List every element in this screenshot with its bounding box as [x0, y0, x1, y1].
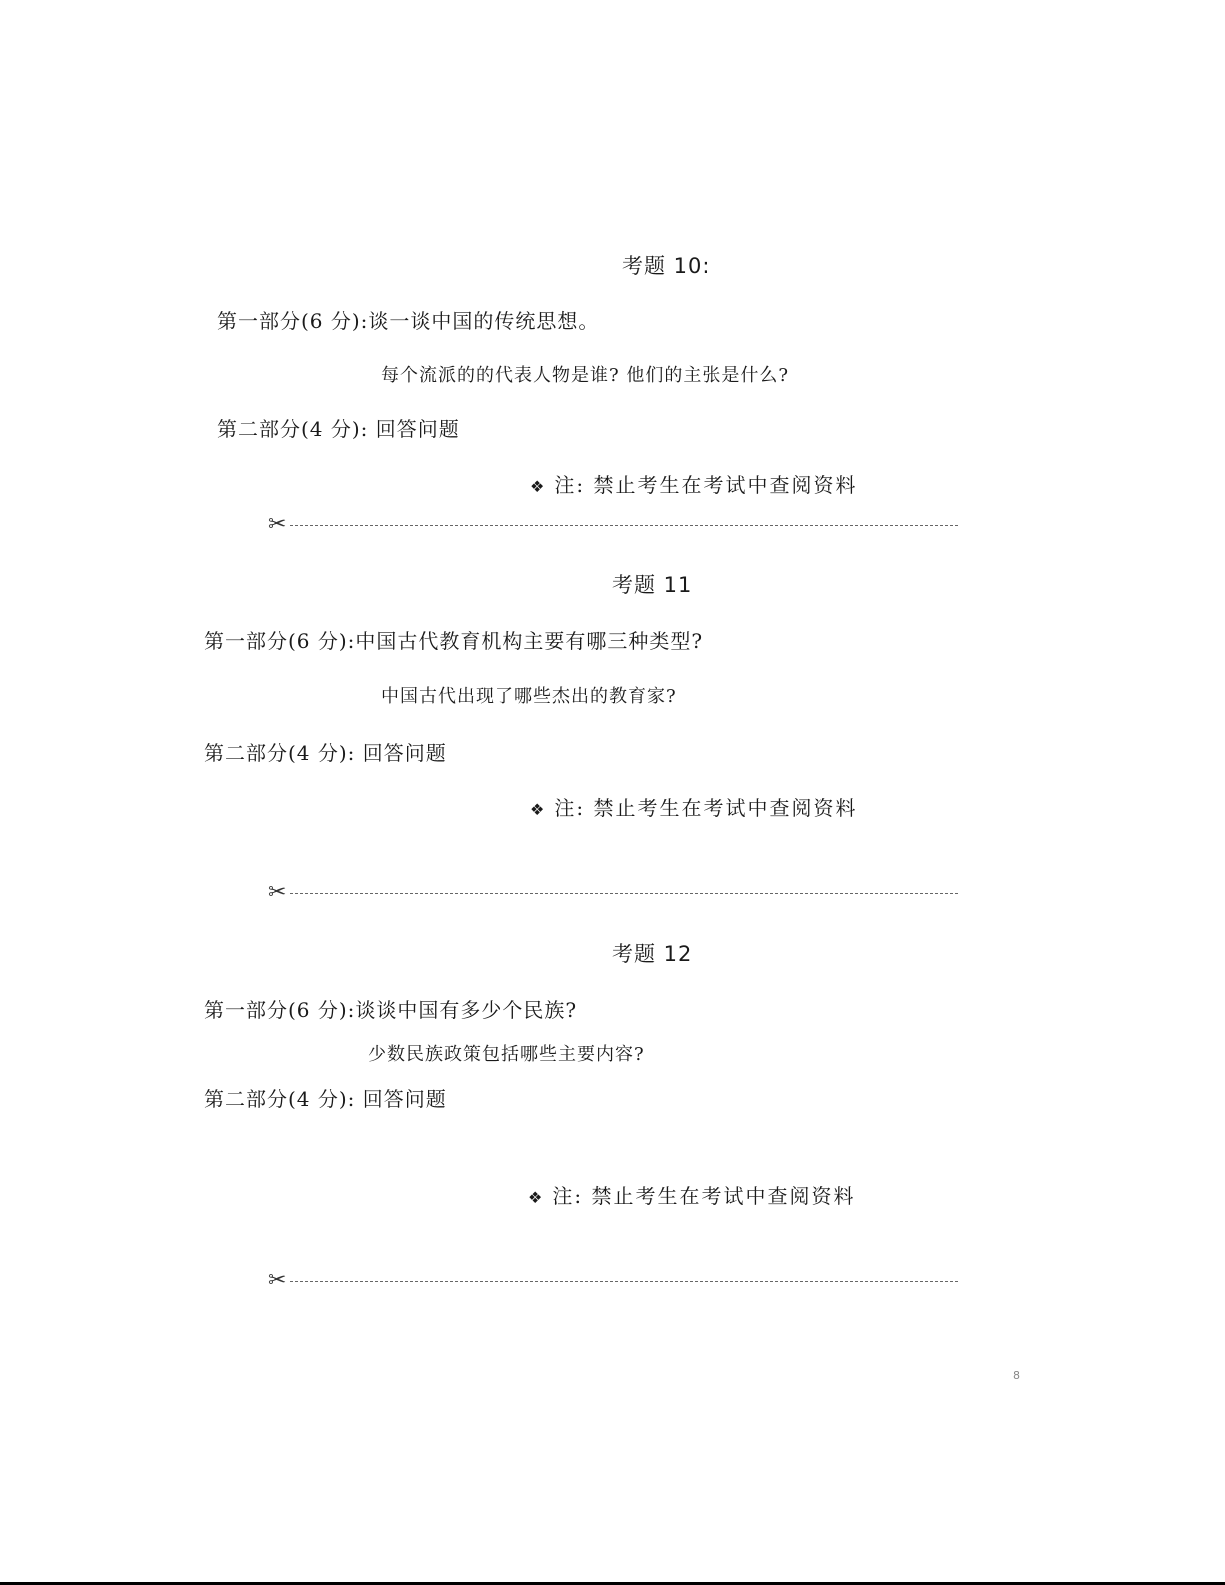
- question-11-title: 考题 11: [612, 573, 693, 597]
- question-11-part1-sub: 中国古代出现了哪些杰出的教育家?: [381, 686, 677, 707]
- note-text: 注: 禁止考生在考试中查阅资料: [552, 1184, 856, 1208]
- question-10-part1-sub: 每个流派的的代表人物是谁? 他们的主张是什么?: [381, 365, 790, 386]
- question-12-note: [528, 1180, 855, 1209]
- dashed-line: [290, 1281, 958, 1282]
- question-12-part1: 第一部分(6 分):谈谈中国有多少个民族?: [204, 998, 578, 1022]
- scissors-icon: ✂: [268, 1268, 287, 1293]
- question-12-part1-sub: 少数民族政策包括哪些主要内容?: [368, 1044, 645, 1065]
- scissors-icon: ✂: [268, 880, 287, 905]
- question-11-part2: 第二部分(4 分): 回答问题: [204, 741, 447, 765]
- question-12-part2: 第二部分(4 分): 回答问题: [204, 1087, 447, 1111]
- question-11-note: [530, 792, 857, 821]
- note-text: 注: 禁止考生在考试中查阅资料: [554, 473, 858, 497]
- question-10-part1: 第一部分(6 分):谈一谈中国的传统思想。: [217, 309, 600, 333]
- dashed-line: [290, 893, 958, 894]
- note-text: 注: 禁止考生在考试中查阅资料: [554, 796, 858, 820]
- question-11-part1: 第一部分(6 分):中国古代教育机构主要有哪三种类型?: [204, 629, 704, 653]
- cut-line-3: [268, 1268, 958, 1293]
- dashed-line: [290, 525, 958, 526]
- page-number: 8: [1013, 1369, 1020, 1382]
- question-10-part2: 第二部分(4 分): 回答问题: [217, 417, 460, 441]
- cut-line-1: [268, 512, 958, 537]
- question-10-note: [530, 469, 857, 498]
- question-12-title: 考题 12: [612, 942, 693, 966]
- question-10-title: 考题 10:: [622, 254, 711, 278]
- scissors-icon: ✂: [268, 512, 287, 537]
- cut-line-2: [268, 880, 958, 905]
- diamond-icon: ❖: [528, 1188, 545, 1207]
- diamond-icon: ❖: [530, 800, 547, 819]
- diamond-icon: ❖: [530, 477, 547, 496]
